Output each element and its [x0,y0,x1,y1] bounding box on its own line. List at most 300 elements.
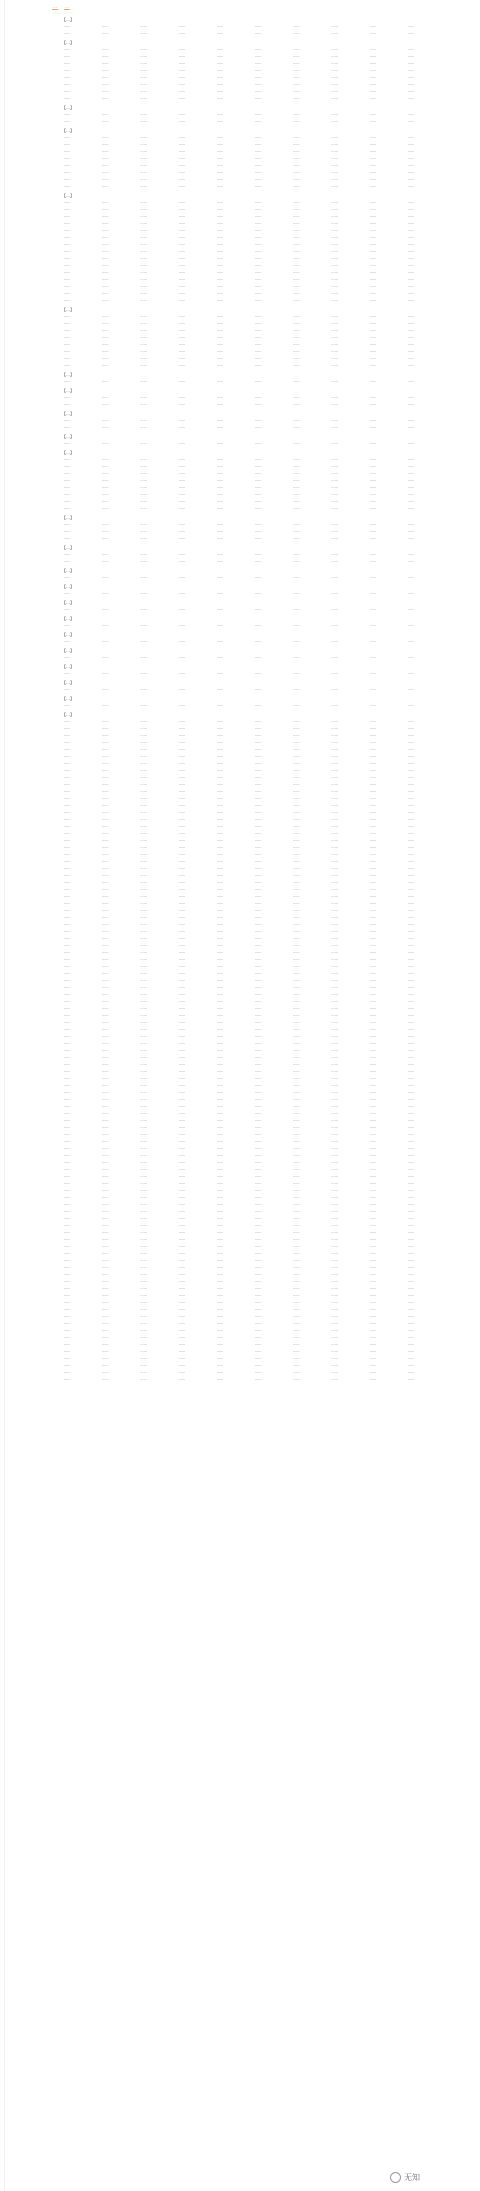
directory-link[interactable]: …… [140,457,147,461]
directory-link[interactable]: …… [140,1188,147,1192]
directory-link[interactable]: …… [293,817,300,821]
directory-link[interactable]: …… [140,1069,147,1073]
directory-link[interactable]: …… [369,915,376,919]
directory-link[interactable]: …… [331,992,338,996]
directory-link[interactable]: …… [140,214,147,218]
directory-link[interactable]: …… [140,82,147,86]
directory-link[interactable]: …… [407,82,415,86]
directory-link[interactable]: …… [293,782,300,786]
directory-link[interactable]: …… [102,887,109,891]
directory-link[interactable]: …… [216,575,224,579]
directory-link[interactable]: …… [140,929,147,933]
directory-link[interactable]: …… [407,214,415,218]
directory-link[interactable]: …… [216,761,224,765]
directory-link[interactable]: …… [369,943,376,947]
directory-link[interactable]: …… [407,957,415,961]
directory-link[interactable]: …… [216,999,224,1003]
directory-link[interactable]: …… [178,1377,185,1381]
directory-link[interactable]: …… [178,31,185,35]
directory-link[interactable]: …… [255,1055,262,1059]
directory-link[interactable]: …… [369,277,376,281]
directory-link[interactable]: …… [331,1377,338,1381]
directory-link[interactable]: …… [331,1272,338,1276]
directory-link[interactable]: …… [255,457,262,461]
directory-link[interactable]: …… [178,177,185,181]
directory-link[interactable]: …… [64,321,71,325]
directory-link[interactable]: …… [293,457,300,461]
directory-link[interactable]: …… [407,170,415,174]
directory-link[interactable]: …… [369,1370,376,1374]
directory-link[interactable]: …… [331,478,338,482]
directory-link[interactable]: …… [140,249,147,253]
directory-link[interactable]: …… [331,908,338,912]
directory-link[interactable]: …… [369,1223,376,1227]
directory-link[interactable]: …… [369,936,376,940]
directory-link[interactable]: …… [102,1328,109,1332]
directory-link[interactable]: …… [407,1027,415,1031]
directory-link[interactable]: …… [140,922,147,926]
directory-link[interactable]: …… [102,964,109,968]
directory-link[interactable]: …… [64,768,71,772]
directory-link[interactable]: …… [293,639,300,643]
directory-link[interactable]: …… [331,1363,338,1367]
directory-link[interactable]: …… [140,726,147,730]
directory-link[interactable]: …… [369,242,376,246]
directory-link[interactable]: …… [331,54,338,58]
top-tag-1[interactable]: … [53,4,57,9]
directory-link[interactable]: …… [407,54,415,58]
directory-link[interactable]: …… [293,796,300,800]
directory-link[interactable]: …… [331,936,338,940]
directory-link[interactable]: …… [102,464,109,468]
directory-link[interactable]: …… [178,1097,185,1101]
directory-link[interactable]: …… [216,789,224,793]
directory-link[interactable]: …… [140,887,147,891]
directory-link[interactable]: …… [293,901,300,905]
directory-link[interactable]: …… [216,775,224,779]
directory-link[interactable]: …… [216,1013,224,1017]
directory-link[interactable]: …… [293,1118,300,1122]
directory-link[interactable]: …… [102,1216,109,1220]
directory-link[interactable]: …… [255,1370,262,1374]
directory-link[interactable]: …… [216,321,224,325]
directory-link[interactable]: …… [216,270,224,274]
directory-link[interactable]: …… [331,1097,338,1101]
directory-link[interactable]: …… [331,880,338,884]
directory-link[interactable]: …… [407,478,415,482]
directory-link[interactable]: …… [102,880,109,884]
directory-link[interactable]: …… [331,163,338,167]
directory-link[interactable]: …… [102,499,109,503]
directory-link[interactable]: …… [216,1111,224,1115]
directory-link[interactable]: …… [140,845,147,849]
directory-link[interactable]: …… [255,803,262,807]
directory-link[interactable]: …… [178,425,185,429]
directory-link[interactable]: …… [216,747,224,751]
directory-link[interactable]: …… [369,1048,376,1052]
directory-link[interactable]: …… [407,740,415,744]
directory-link[interactable]: …… [255,207,262,211]
directory-link[interactable]: …… [407,1377,415,1381]
directory-link[interactable]: …… [64,999,71,1003]
directory-link[interactable]: …… [293,559,300,563]
directory-link[interactable]: …… [216,249,224,253]
directory-link[interactable]: …… [331,803,338,807]
directory-link[interactable]: …… [407,1013,415,1017]
directory-link[interactable]: …… [216,1048,224,1052]
directory-link[interactable]: …… [255,1006,262,1010]
directory-link[interactable]: …… [255,1090,262,1094]
directory-link[interactable]: …… [64,887,71,891]
directory-link[interactable]: …… [216,1328,224,1332]
directory-link[interactable]: …… [178,754,185,758]
directory-link[interactable]: …… [102,1370,109,1374]
directory-link[interactable]: …… [331,485,338,489]
directory-link[interactable]: …… [369,985,376,989]
directory-link[interactable]: …… [102,747,109,751]
directory-link[interactable]: …… [293,929,300,933]
directory-link[interactable]: …… [255,915,262,919]
directory-link[interactable]: …… [64,1174,71,1178]
directory-link[interactable]: …… [255,54,262,58]
directory-link[interactable]: …… [293,950,300,954]
directory-link[interactable]: …… [331,1006,338,1010]
directory-link[interactable]: …… [178,235,185,239]
directory-link[interactable]: …… [331,1181,338,1185]
directory-link[interactable]: …… [140,703,147,707]
directory-link[interactable]: …… [216,363,224,367]
directory-link[interactable]: …… [64,1090,71,1094]
directory-link[interactable]: …… [140,284,147,288]
directory-link[interactable]: …… [369,1041,376,1045]
directory-link[interactable]: …… [255,575,262,579]
directory-link[interactable]: …… [255,478,262,482]
directory-link[interactable]: …… [293,747,300,751]
directory-link[interactable]: …… [140,964,147,968]
directory-link[interactable]: …… [140,119,147,123]
directory-link[interactable]: …… [255,1153,262,1157]
directory-link[interactable]: …… [102,478,109,482]
directory-link[interactable]: …… [293,1111,300,1115]
directory-link[interactable]: …… [293,75,300,79]
directory-link[interactable]: …… [216,277,224,281]
directory-link[interactable]: …… [293,1223,300,1227]
directory-link[interactable]: …… [140,796,147,800]
directory-link[interactable]: …… [140,1020,147,1024]
directory-link[interactable]: …… [102,356,109,360]
directory-link[interactable]: …… [331,782,338,786]
directory-link[interactable]: …… [255,506,262,510]
directory-link[interactable]: …… [255,1118,262,1122]
directory-link[interactable]: …… [178,703,185,707]
directory-link[interactable]: …… [64,929,71,933]
directory-link[interactable]: …… [140,1013,147,1017]
directory-link[interactable]: …… [369,363,376,367]
directory-link[interactable]: …… [178,1370,185,1374]
directory-link[interactable]: …… [216,242,224,246]
directory-link[interactable]: …… [178,915,185,919]
directory-link[interactable]: …… [102,1244,109,1248]
directory-link[interactable]: …… [407,536,415,540]
directory-link[interactable]: …… [369,529,376,533]
directory-link[interactable]: …… [369,291,376,295]
directory-link[interactable]: …… [407,363,415,367]
directory-link[interactable]: …… [140,207,147,211]
directory-link[interactable]: …… [293,214,300,218]
directory-link[interactable]: …… [64,687,71,691]
directory-link[interactable]: …… [140,395,147,399]
directory-link[interactable]: …… [64,880,71,884]
directory-link[interactable]: …… [369,349,376,353]
directory-link[interactable]: …… [102,1209,109,1213]
directory-link[interactable]: …… [255,901,262,905]
directory-link[interactable]: …… [293,1209,300,1213]
directory-link[interactable]: …… [407,985,415,989]
directory-link[interactable]: …… [64,200,71,204]
directory-link[interactable]: …… [178,142,185,146]
directory-link[interactable]: …… [140,135,147,139]
directory-link[interactable]: …… [255,929,262,933]
directory-link[interactable]: …… [293,1020,300,1024]
directory-link[interactable]: …… [64,789,71,793]
directory-link[interactable]: …… [64,1146,71,1150]
directory-link[interactable]: …… [407,929,415,933]
directory-link[interactable]: …… [293,200,300,204]
directory-link[interactable]: …… [140,1125,147,1129]
directory-link[interactable]: …… [255,163,262,167]
directory-link[interactable]: …… [102,817,109,821]
directory-link[interactable]: …… [255,314,262,318]
directory-link[interactable]: …… [331,1251,338,1255]
directory-link[interactable]: …… [407,314,415,318]
directory-link[interactable]: …… [102,733,109,737]
directory-link[interactable]: …… [102,170,109,174]
directory-link[interactable]: …… [216,464,224,468]
directory-link[interactable]: …… [407,529,415,533]
directory-link[interactable]: …… [216,1069,224,1073]
directory-link[interactable]: …… [255,964,262,968]
directory-link[interactable]: …… [293,552,300,556]
directory-link[interactable]: …… [102,1139,109,1143]
directory-link[interactable]: …… [407,1244,415,1248]
directory-link[interactable]: …… [64,314,71,318]
directory-link[interactable]: …… [369,1377,376,1381]
directory-link[interactable]: …… [140,894,147,898]
directory-link[interactable]: …… [369,1314,376,1318]
directory-link[interactable]: …… [140,591,147,595]
directory-link[interactable]: …… [102,1027,109,1031]
directory-link[interactable]: …… [178,379,185,383]
directory-link[interactable]: …… [216,379,224,383]
directory-link[interactable]: …… [64,284,71,288]
directory-link[interactable]: …… [64,1083,71,1087]
directory-link[interactable]: …… [331,754,338,758]
directory-link[interactable]: …… [255,1265,262,1269]
directory-link[interactable]: …… [407,733,415,737]
directory-link[interactable]: …… [407,499,415,503]
directory-link[interactable]: …… [178,591,185,595]
directory-link[interactable]: …… [407,1069,415,1073]
directory-link[interactable]: …… [255,817,262,821]
directory-link[interactable]: …… [64,1300,71,1304]
directory-link[interactable]: …… [293,591,300,595]
directory-link[interactable]: …… [407,1356,415,1360]
directory-link[interactable]: …… [255,740,262,744]
directory-link[interactable]: …… [102,1356,109,1360]
directory-link[interactable]: …… [140,754,147,758]
directory-link[interactable]: …… [178,1272,185,1276]
directory-link[interactable]: …… [255,719,262,723]
directory-link[interactable]: …… [216,1363,224,1367]
directory-link[interactable]: …… [255,177,262,181]
directory-link[interactable]: …… [178,559,185,563]
directory-link[interactable]: …… [64,1307,71,1311]
directory-link[interactable]: …… [102,349,109,353]
directory-link[interactable]: …… [369,506,376,510]
directory-link[interactable]: …… [140,1209,147,1213]
directory-link[interactable]: …… [369,214,376,218]
directory-link[interactable]: …… [140,747,147,751]
directory-link[interactable]: …… [407,845,415,849]
directory-link[interactable]: …… [178,1104,185,1108]
directory-link[interactable]: …… [255,1237,262,1241]
directory-link[interactable]: …… [140,824,147,828]
directory-link[interactable]: …… [407,1167,415,1171]
directory-link[interactable]: …… [407,873,415,877]
directory-link[interactable]: …… [102,859,109,863]
directory-link[interactable]: …… [64,478,71,482]
directory-link[interactable]: …… [407,425,415,429]
directory-link[interactable]: …… [293,1195,300,1199]
directory-link[interactable]: …… [331,207,338,211]
directory-link[interactable]: …… [64,754,71,758]
directory-link[interactable]: …… [64,1216,71,1220]
directory-link[interactable]: …… [293,1055,300,1059]
directory-link[interactable]: …… [102,54,109,58]
directory-link[interactable]: …… [64,1167,71,1171]
directory-link[interactable]: …… [369,607,376,611]
directory-link[interactable]: …… [331,719,338,723]
directory-link[interactable]: …… [64,992,71,996]
directory-link[interactable]: …… [369,747,376,751]
directory-link[interactable]: …… [255,1363,262,1367]
directory-link[interactable]: …… [140,277,147,281]
directory-link[interactable]: …… [369,687,376,691]
directory-link[interactable]: …… [369,379,376,383]
directory-link[interactable]: …… [102,1251,109,1255]
directory-link[interactable]: …… [369,1153,376,1157]
directory-link[interactable]: …… [331,314,338,318]
directory-link[interactable]: …… [64,1034,71,1038]
directory-link[interactable]: …… [216,1272,224,1276]
directory-link[interactable]: …… [178,1279,185,1283]
directory-link[interactable]: …… [407,803,415,807]
directory-link[interactable]: …… [140,950,147,954]
directory-link[interactable]: …… [102,971,109,975]
directory-link[interactable]: …… [369,1293,376,1297]
directory-link[interactable]: …… [140,112,147,116]
directory-link[interactable]: …… [407,1174,415,1178]
directory-link[interactable]: …… [102,89,109,93]
directory-link[interactable]: …… [102,156,109,160]
directory-link[interactable]: …… [407,950,415,954]
directory-link[interactable]: …… [369,68,376,72]
directory-link[interactable]: …… [64,655,71,659]
directory-link[interactable]: …… [255,425,262,429]
directory-link[interactable]: …… [178,24,185,28]
directory-link[interactable]: …… [407,1041,415,1045]
directory-link[interactable]: …… [140,936,147,940]
directory-link[interactable]: …… [293,142,300,146]
directory-link[interactable]: …… [255,47,262,51]
directory-link[interactable]: …… [369,999,376,1003]
directory-link[interactable]: …… [293,971,300,975]
directory-link[interactable]: …… [369,471,376,475]
directory-link[interactable]: …… [64,170,71,174]
directory-link[interactable]: …… [407,242,415,246]
directory-link[interactable]: …… [140,263,147,267]
directory-link[interactable]: …… [178,1055,185,1059]
directory-link[interactable]: …… [216,170,224,174]
directory-link[interactable]: …… [178,747,185,751]
directory-link[interactable]: …… [407,1195,415,1199]
directory-link[interactable]: …… [255,687,262,691]
directory-link[interactable]: …… [140,441,147,445]
directory-link[interactable]: …… [140,1034,147,1038]
directory-link[interactable]: …… [178,740,185,744]
directory-link[interactable]: …… [407,61,415,65]
directory-link[interactable]: …… [178,824,185,828]
directory-link[interactable]: …… [369,492,376,496]
directory-link[interactable]: …… [369,1258,376,1262]
directory-link[interactable]: …… [331,559,338,563]
directory-link[interactable]: …… [216,1097,224,1101]
directory-link[interactable]: …… [407,1272,415,1276]
directory-link[interactable]: …… [64,82,71,86]
directory-link[interactable]: …… [178,1146,185,1150]
directory-link[interactable]: …… [331,441,338,445]
directory-link[interactable]: …… [255,1027,262,1031]
directory-link[interactable]: …… [64,356,71,360]
directory-link[interactable]: …… [140,54,147,58]
directory-link[interactable]: …… [293,824,300,828]
directory-link[interactable]: …… [331,655,338,659]
directory-link[interactable]: …… [255,1223,262,1227]
directory-link[interactable]: …… [369,733,376,737]
directory-link[interactable]: …… [369,1230,376,1234]
directory-link[interactable]: …… [369,1265,376,1269]
directory-link[interactable]: …… [255,335,262,339]
directory-link[interactable]: …… [140,89,147,93]
directory-link[interactable]: …… [140,1195,147,1199]
directory-link[interactable]: …… [255,671,262,675]
directory-link[interactable]: …… [216,1090,224,1094]
directory-link[interactable]: …… [293,24,300,28]
directory-link[interactable]: …… [407,284,415,288]
directory-link[interactable]: …… [407,270,415,274]
directory-link[interactable]: …… [178,575,185,579]
directory-link[interactable]: …… [369,866,376,870]
directory-link[interactable]: …… [255,291,262,295]
directory-link[interactable]: …… [255,270,262,274]
directory-link[interactable]: …… [293,1174,300,1178]
directory-link[interactable]: …… [331,1279,338,1283]
directory-link[interactable]: …… [293,1237,300,1241]
directory-link[interactable]: …… [140,425,147,429]
directory-link[interactable]: …… [178,263,185,267]
directory-link[interactable]: …… [255,1181,262,1185]
directory-link[interactable]: …… [331,1307,338,1311]
